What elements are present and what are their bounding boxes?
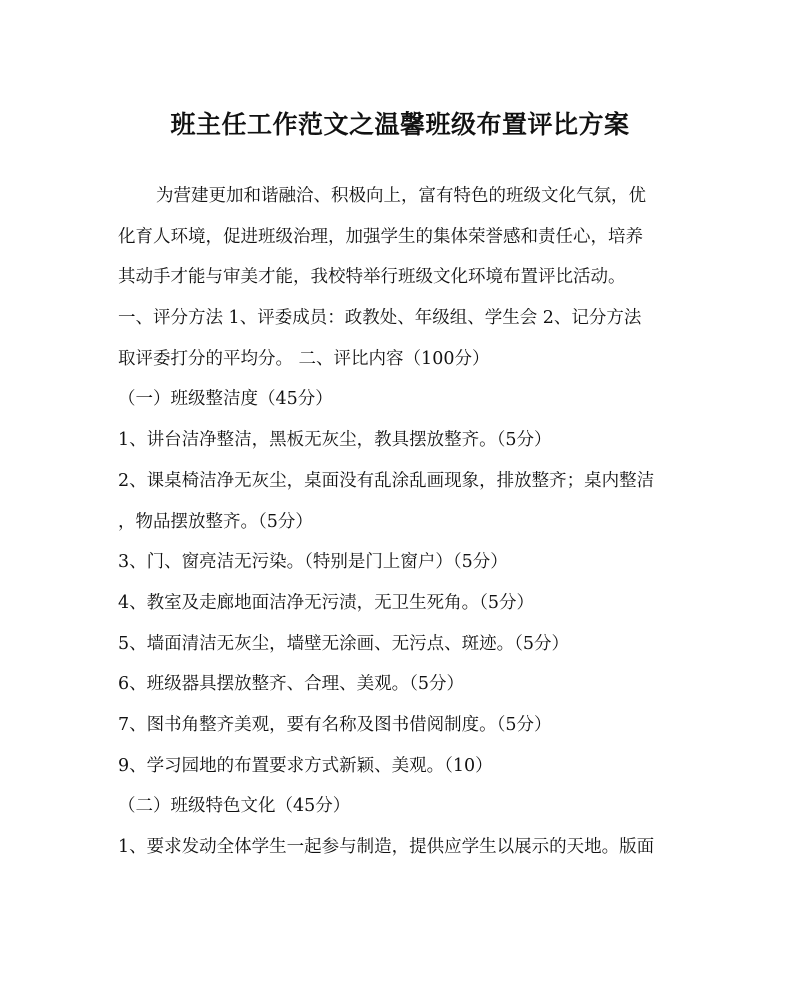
paragraph-line: 其动手才能与审美才能，我校特举行班级文化环境布置评比活动。 (118, 267, 626, 288)
criteria-item-continued: ，物品摆放整齐。（5分） (118, 511, 313, 532)
criteria-item: 1、要求发动全体学生一起参与制造，提供应学生以展示的天地。版面 (118, 837, 655, 857)
document-body (118, 176, 690, 868)
subsection-heading: （二）班级特色文化（45分） (118, 796, 351, 817)
section-line: 一、评分方法 1、评委成员：政教处、年级组、学生会 2、记分方法 (118, 308, 642, 329)
criteria-item: 7、图书角整齐美观，要有名称及图书借阅制度。（5分） (118, 714, 552, 735)
criteria-item: 2、课桌椅洁净无灰尘，桌面没有乱涂乱画现象，排放整齐；桌内整洁 (118, 470, 655, 491)
criteria-item: 9、学习园地的布置要求方式新颖、美观。（10） (118, 755, 493, 776)
criteria-item: 3、门、窗亮洁无污染。（特别是门上窗户）（5分） (118, 552, 508, 573)
criteria-item: 1、讲台洁净整洁，黑板无灰尘，教具摆放整齐。（5分） (118, 430, 552, 451)
section-line: 取评委打分的平均分。 二、评比内容（100分） (118, 348, 490, 369)
criteria-item: 6、班级器具摆放整齐、合理、美观。（5分） (118, 674, 465, 695)
criteria-item: 4、教室及走廊地面洁净无污渍，无卫生死角。（5分） (118, 592, 535, 613)
document-title: 班主任工作范文之温馨班级布置评比方案 (170, 110, 630, 139)
paragraph-line: 为营建更加和谐融洽、积极向上，富有特色的班级文化气氛，优 (156, 186, 646, 206)
paragraph-line: 化育人环境，促进班级治理，加强学生的集体荣誉感和责任心，培养 (118, 226, 643, 247)
criteria-item: 5、墙面清洁无灰尘，墙壁无涂画、无污点、斑迹。（5分） (118, 633, 570, 654)
subsection-heading: （一）班级整洁度（45分） (118, 389, 333, 410)
